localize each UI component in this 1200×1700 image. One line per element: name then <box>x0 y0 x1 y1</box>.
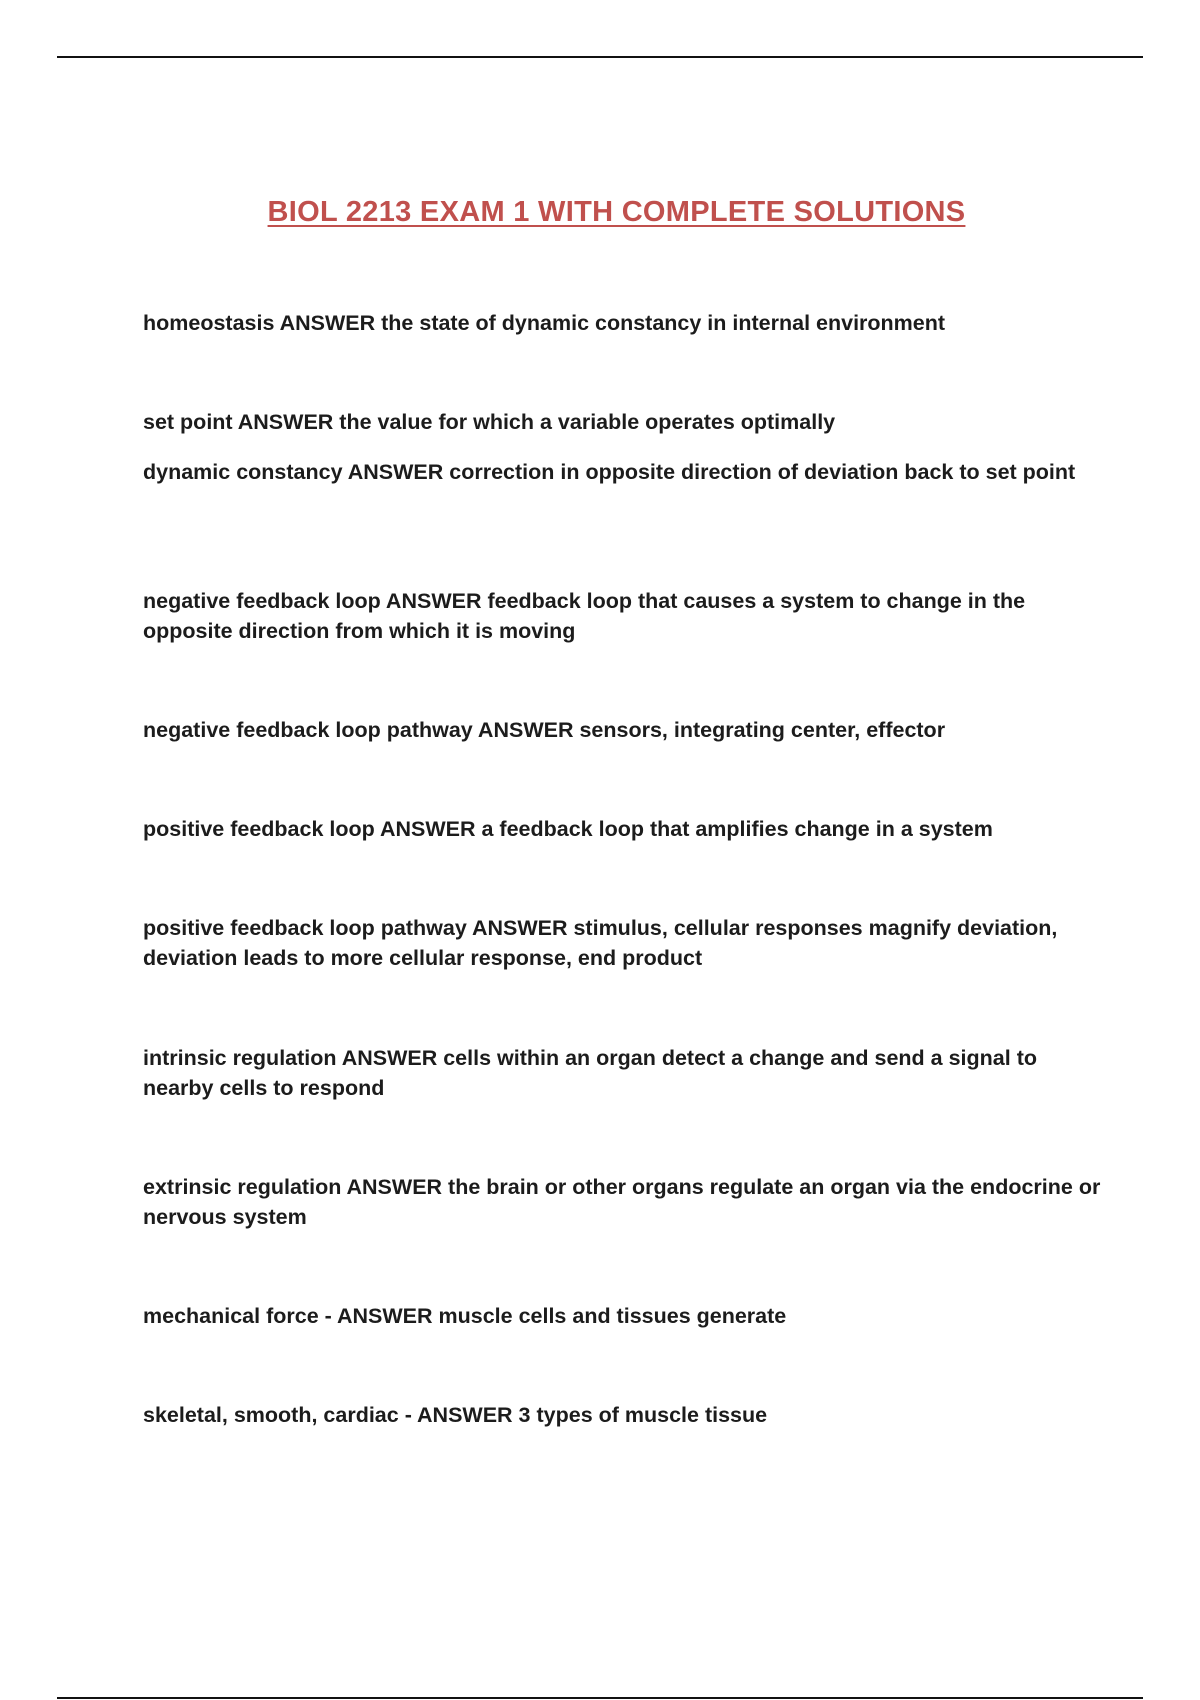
qa-entry-intrinsic-regulation: intrinsic regulation ANSWER cells within an organ detect a change and send a signal to nearby cells to respond <box>143 1046 1037 1100</box>
qa-entry-muscle-types: skeletal, smooth, cardiac - ANSWER 3 types of muscle tissue <box>143 1403 768 1427</box>
qa-entry-homeostasis: homeostasis ANSWER the state of dynamic constancy in internal environment <box>143 311 946 335</box>
qa-entry-negative-feedback-pathway: negative feedback loop pathway ANSWER sensors, integrating center, effector <box>143 718 946 742</box>
document-title: BIOL 2213 EXAM 1 WITH COMPLETE SOLUTIONS <box>267 196 966 228</box>
qa-entry-mechanical-force: mechanical force - ANSWER muscle cells and tissues generate <box>143 1304 787 1328</box>
footer-rule <box>57 1697 1143 1699</box>
qa-entry-positive-feedback-loop: positive feedback loop ANSWER a feedback loop that amplifies change in a system <box>143 817 993 841</box>
qa-entry-dynamic-constancy: dynamic constancy ANSWER correction in opposite direction of deviation back to set point <box>143 460 1076 484</box>
qa-entry-set-point: set point ANSWER the value for which a variable operates optimally <box>143 410 836 434</box>
header-rule <box>57 56 1143 58</box>
qa-entry-negative-feedback-loop: negative feedback loop ANSWER feedback loop that causes a system to change in the opposite direction from which it is moving <box>143 589 1026 643</box>
qa-entry-extrinsic-regulation: extrinsic regulation ANSWER the brain or other organs regulate an organ via the endocrine or nervous system <box>143 1175 1101 1229</box>
qa-entry-positive-feedback-pathway: positive feedback loop pathway ANSWER stimulus, cellular responses magnify deviation, deviation leads to more cellular response, end product <box>143 916 1058 970</box>
